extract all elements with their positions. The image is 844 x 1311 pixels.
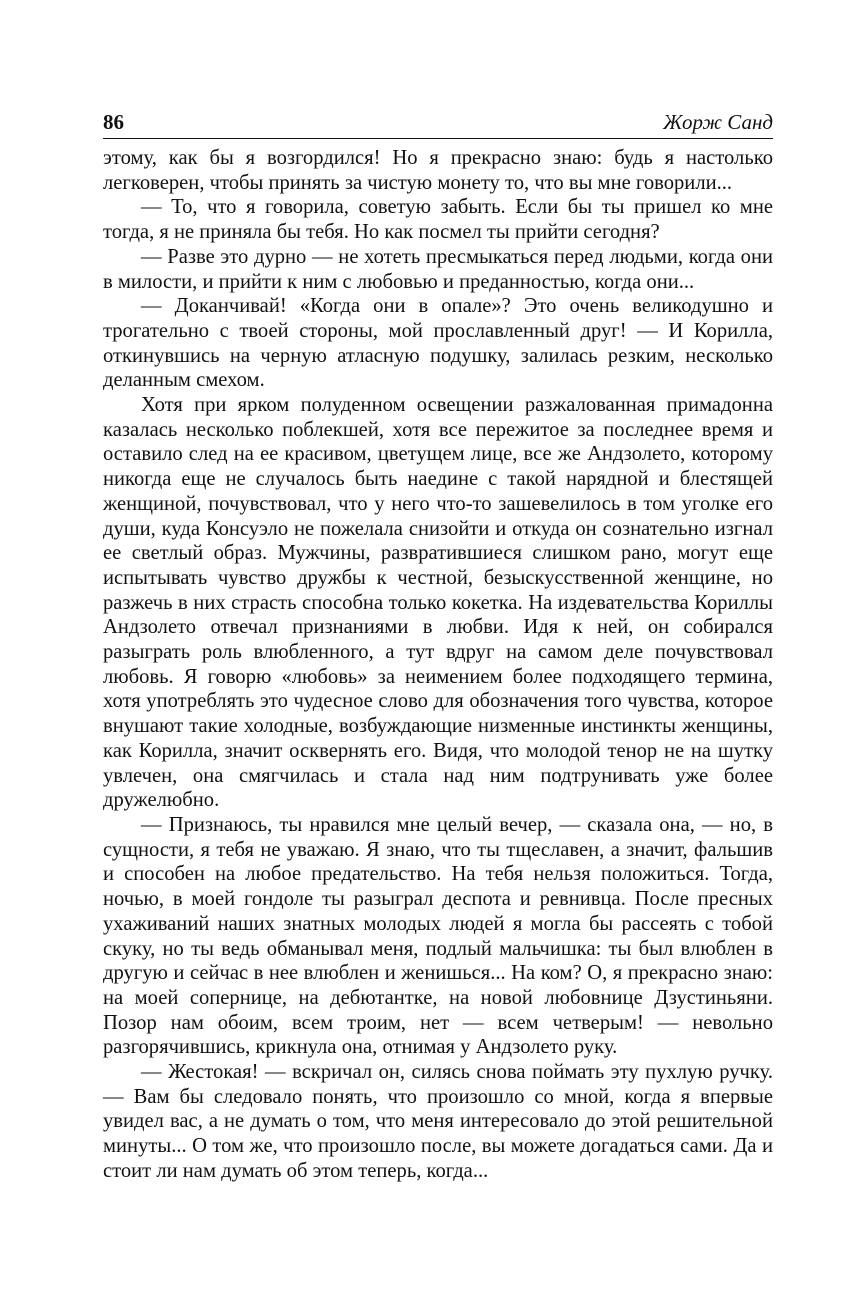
paragraph: — Признаюсь, ты нравился мне целый вечер, — сказала она, — но, в сущности, я тебя не уважаю. Я знаю, что ты тщеславен, а значит, фальшив и способен на любое предательство. На тебя нельзя положиться. Тогда, ночью, в моей гондоле ты разыграл деспота и ревнивца. После пресных ухаживаний наших знатных молодых людей я могла бы рассеять с тобой скуку, но ты ведь обманывал меня, подлый мальчишка: ты был влюблен в другую и сейчас в нее влюблен и женишься... На ком? О, я прекрасно знаю: на моей сопернице, на дебютантке, на новой любовнице Дзустиньяни. Позор нам обоим, всем троим, нет — всем четверым! — невольно разгорячившись, крикнула она, отнимая у Андзолето руку.: [103, 813, 773, 1059]
paragraph: Хотя при ярком полуденном освещении разжалованная примадонна казалась несколько поблекшей, хотя все пережитое за последнее время и оставило след на ее красивом, цветущем лице, все же Андзолето, которому никогда еще не случалось быть наедине с такой нарядной и блестящей женщиной, почувствовал, что у него что-то зашевелилось в том уголке его души, куда Консуэло не пожелала снизойти и откуда он сознательно изгнал ее светлый образ. Мужчины, развратившиеся слишком рано, могут еще испытывать чувство дружбы к честной, безыскусственной женщине, но разжечь в них страсть способна только кокетка. На издевательства Кориллы Андзолето отвечал признаниями в любви. Идя к ней, он собирался разыграть роль влюбленного, а тут вдруг на самом деле почувствовал любовь. Я говорю «любовь» за неимением более подходящего термина, хотя употреблять это чудесное слово для обозначения того чувства, которое внушают такие холодные, возбуждающие низменные инстинкты женщины, как Корилла, значит осквернять его. Видя, что молодой тенор не на шутку увлечен, она смягчилась и стала над ним подтрунивать уже более дружелюбно.: [103, 394, 773, 812]
paragraph: — Доканчивай! «Когда они в опале»? Это очень великодушно и трогательно с твоей стороны, мой прославленный друг! — И Корилла, откинувшись на черную атласную подушку, залилась резким, несколько деланным смехом.: [103, 295, 773, 392]
page-header: [103, 108, 773, 139]
page-number: 86: [103, 110, 124, 134]
paragraph: — Разве это дурно — не хотеть пресмыкаться перед людьми, когда они в милости, и прийти к ним с любовью и преданностью, когда они...: [103, 245, 773, 293]
body-text: [103, 146, 773, 1184]
paragraph: этому, как бы я возгордился! Но я прекрасно знаю: будь я настолько легковерен, чтобы принять за чистую монету то, что вы мне говорили...: [103, 147, 773, 194]
running-head-author: Жорж Санд: [663, 110, 773, 134]
paragraph: — То, что я говорила, советую забыть. Если бы ты пришел ко мне тогда, я не приняла бы тебя. Но как посмел ты прийти сегодня?: [103, 196, 773, 244]
paragraph: — Жестокая! — вскричал он, силясь снова поймать эту пухлую ручку. — Вам бы следовало понять, что произошло со мной, когда я впервые увидел вас, а не думать о том, что меня интересовало до этой решительной минуты... О том же, что произошло после, вы можете догадаться сами. Да и стоит ли нам думать об этом теперь, когда...: [103, 1061, 773, 1182]
